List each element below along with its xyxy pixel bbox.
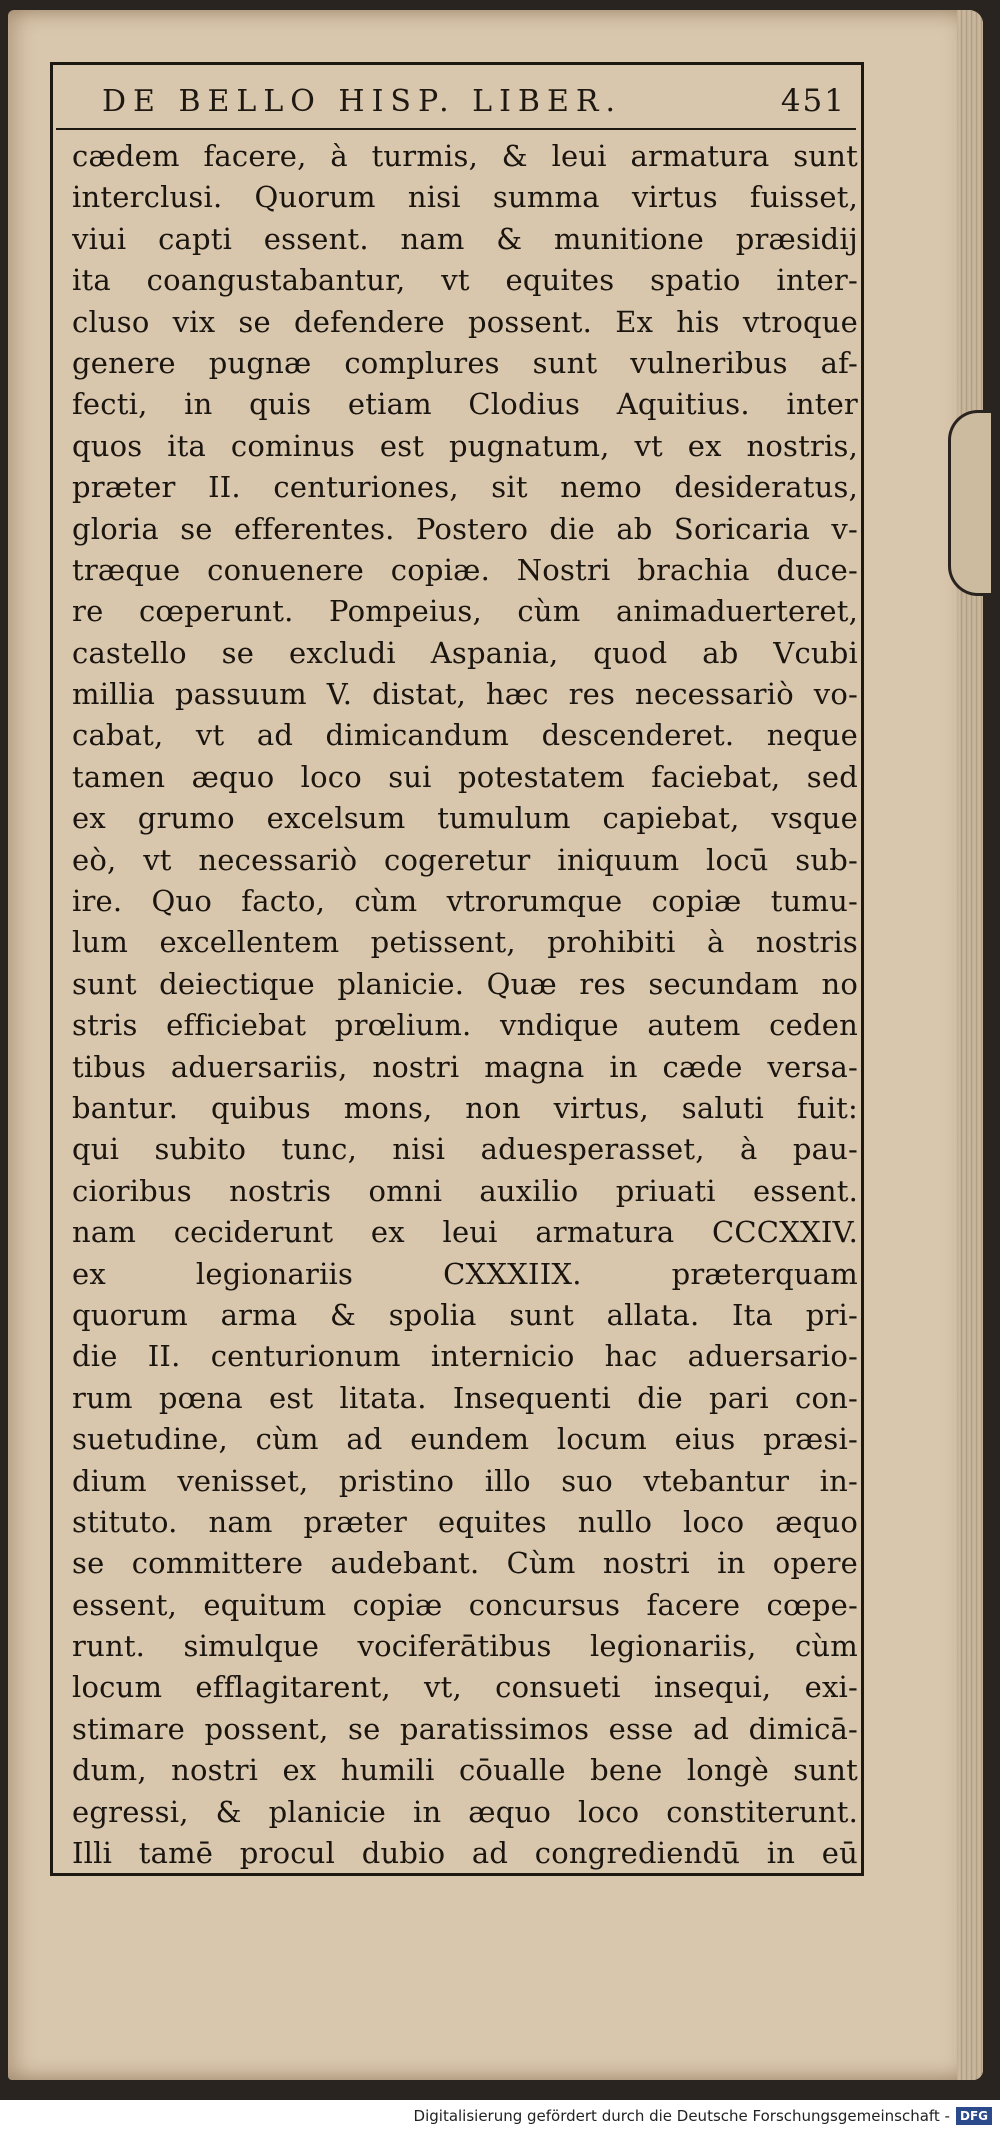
text-line: quos ita cominus est pugnatum, vt ex nostris, bbox=[72, 428, 858, 463]
body-text bbox=[72, 136, 858, 1874]
text-line: eò, vt necessariò cogeretur iniquum locū sub- bbox=[72, 842, 858, 877]
text-line: suetudine, cùm ad eundem locum eius præsi- bbox=[72, 1422, 858, 1457]
running-head bbox=[56, 76, 856, 126]
text-line: stituto. nam præter equites nullo loco æquo bbox=[72, 1504, 858, 1539]
text-line: die II. centurionum internicio hac aduersario- bbox=[72, 1339, 858, 1374]
text-line: gloria se efferentes. Postero die ab Soricaria v- bbox=[72, 511, 858, 546]
text-line: tibus aduersariis, nostri magna in cæde versa- bbox=[72, 1049, 858, 1084]
text-line: viui capti essent. nam & munitione præsidij bbox=[72, 221, 858, 256]
text-line: ire. Quo facto, cùm vtrorumque copiæ tumu- bbox=[72, 884, 858, 919]
page-number: 451 bbox=[780, 83, 846, 119]
text-line: qui subito tunc, nisi aduesperasset, à pau- bbox=[72, 1132, 858, 1167]
text-line: bantur. quibus mons, non virtus, saluti fuit: bbox=[72, 1090, 858, 1125]
text-line: stris efficiebat prœlium. vndique autem ceden bbox=[72, 1008, 858, 1043]
text-line: træque conuenere copiæ. Nostri brachia duce- bbox=[72, 552, 858, 587]
text-line: præter II. centuriones, sit nemo desideratus, bbox=[72, 470, 858, 505]
text-line: cædem facere, à turmis, & leui armatura sunt bbox=[72, 139, 858, 173]
text-line: egressi, & planicie in æquo loco constiterunt. bbox=[72, 1794, 858, 1829]
text-line: rum pœna est litata. Insequenti die pari con- bbox=[72, 1380, 858, 1415]
text-line: dum, nostri ex humili cōualle bene longè sunt bbox=[72, 1753, 858, 1788]
text-line: fecti, in quis etiam Clodius Aquitius. inter bbox=[72, 387, 858, 422]
text-line: stimare possent, se paratissimos esse ad dimicā- bbox=[72, 1711, 858, 1746]
text-line: re cœperunt. Pompeius, cùm animaduerteret, bbox=[72, 594, 858, 629]
text-line: locum efflagitarent, vt, consueti insequi, exi- bbox=[72, 1670, 858, 1705]
text-line: cluso vix se defendere possent. Ex his vtroque bbox=[72, 304, 858, 339]
text-line: runt. simulque vociferātibus legionariis, cùm bbox=[72, 1629, 858, 1664]
dfg-logo: DFG bbox=[956, 2107, 992, 2125]
text-line: genere pugnæ complures sunt vulneribus af- bbox=[72, 345, 858, 380]
text-line: cabat, vt ad dimicandum descenderet. neque bbox=[72, 718, 858, 753]
text-line: interclusi. Quorum nisi summa virtus fuisset, bbox=[72, 180, 858, 215]
page-tab bbox=[948, 410, 991, 596]
page-edge bbox=[957, 10, 983, 2080]
text-line: sunt deiectique planicie. Quæ res secundam no bbox=[72, 966, 858, 1001]
text-line: essent, equitum copiæ concursus facere cœpe- bbox=[72, 1587, 858, 1622]
text-line: lum excellentem petissent, prohibiti à nostris bbox=[72, 925, 858, 960]
running-head-title: DE BELLO HISP. LIBER. bbox=[102, 83, 622, 119]
text-line: millia passuum V. distat, hæc res necessariò vo- bbox=[72, 677, 858, 712]
text-line: dium venisset, pristino illo suo vtebantur in- bbox=[72, 1463, 858, 1498]
text-line: cioribus nostris omni auxilio priuati essent. bbox=[72, 1173, 858, 1208]
text-line: nam ceciderunt ex leui armatura CCCXXIV. bbox=[72, 1215, 858, 1250]
header-rule bbox=[56, 128, 856, 130]
text-line: ex legionariis CXXXIIX. præterquam bbox=[72, 1256, 858, 1291]
text-line: ita coangustabantur, vt equites spatio inter- bbox=[72, 263, 858, 298]
footer-credit bbox=[0, 2100, 1000, 2132]
text-line: se committere audebant. Cùm nostri in opere bbox=[72, 1546, 858, 1581]
text-line: castello se excludi Aspania, quod ab Vcubi bbox=[72, 635, 858, 670]
footer-credit-text: Digitalisierung gefördert durch die Deutsche Forschungsgemeinschaft - bbox=[413, 2107, 950, 2125]
text-line: ex grumo excelsum tumulum capiebat, vsque bbox=[72, 801, 858, 836]
text-line: Illi tamē procul dubio ad congrediendū in eū bbox=[72, 1836, 858, 1871]
text-line: quorum arma & spolia sunt allata. Ita pri- bbox=[72, 1297, 858, 1332]
text-line: tamen æquo loco sui potestatem faciebat, sed bbox=[72, 759, 858, 794]
